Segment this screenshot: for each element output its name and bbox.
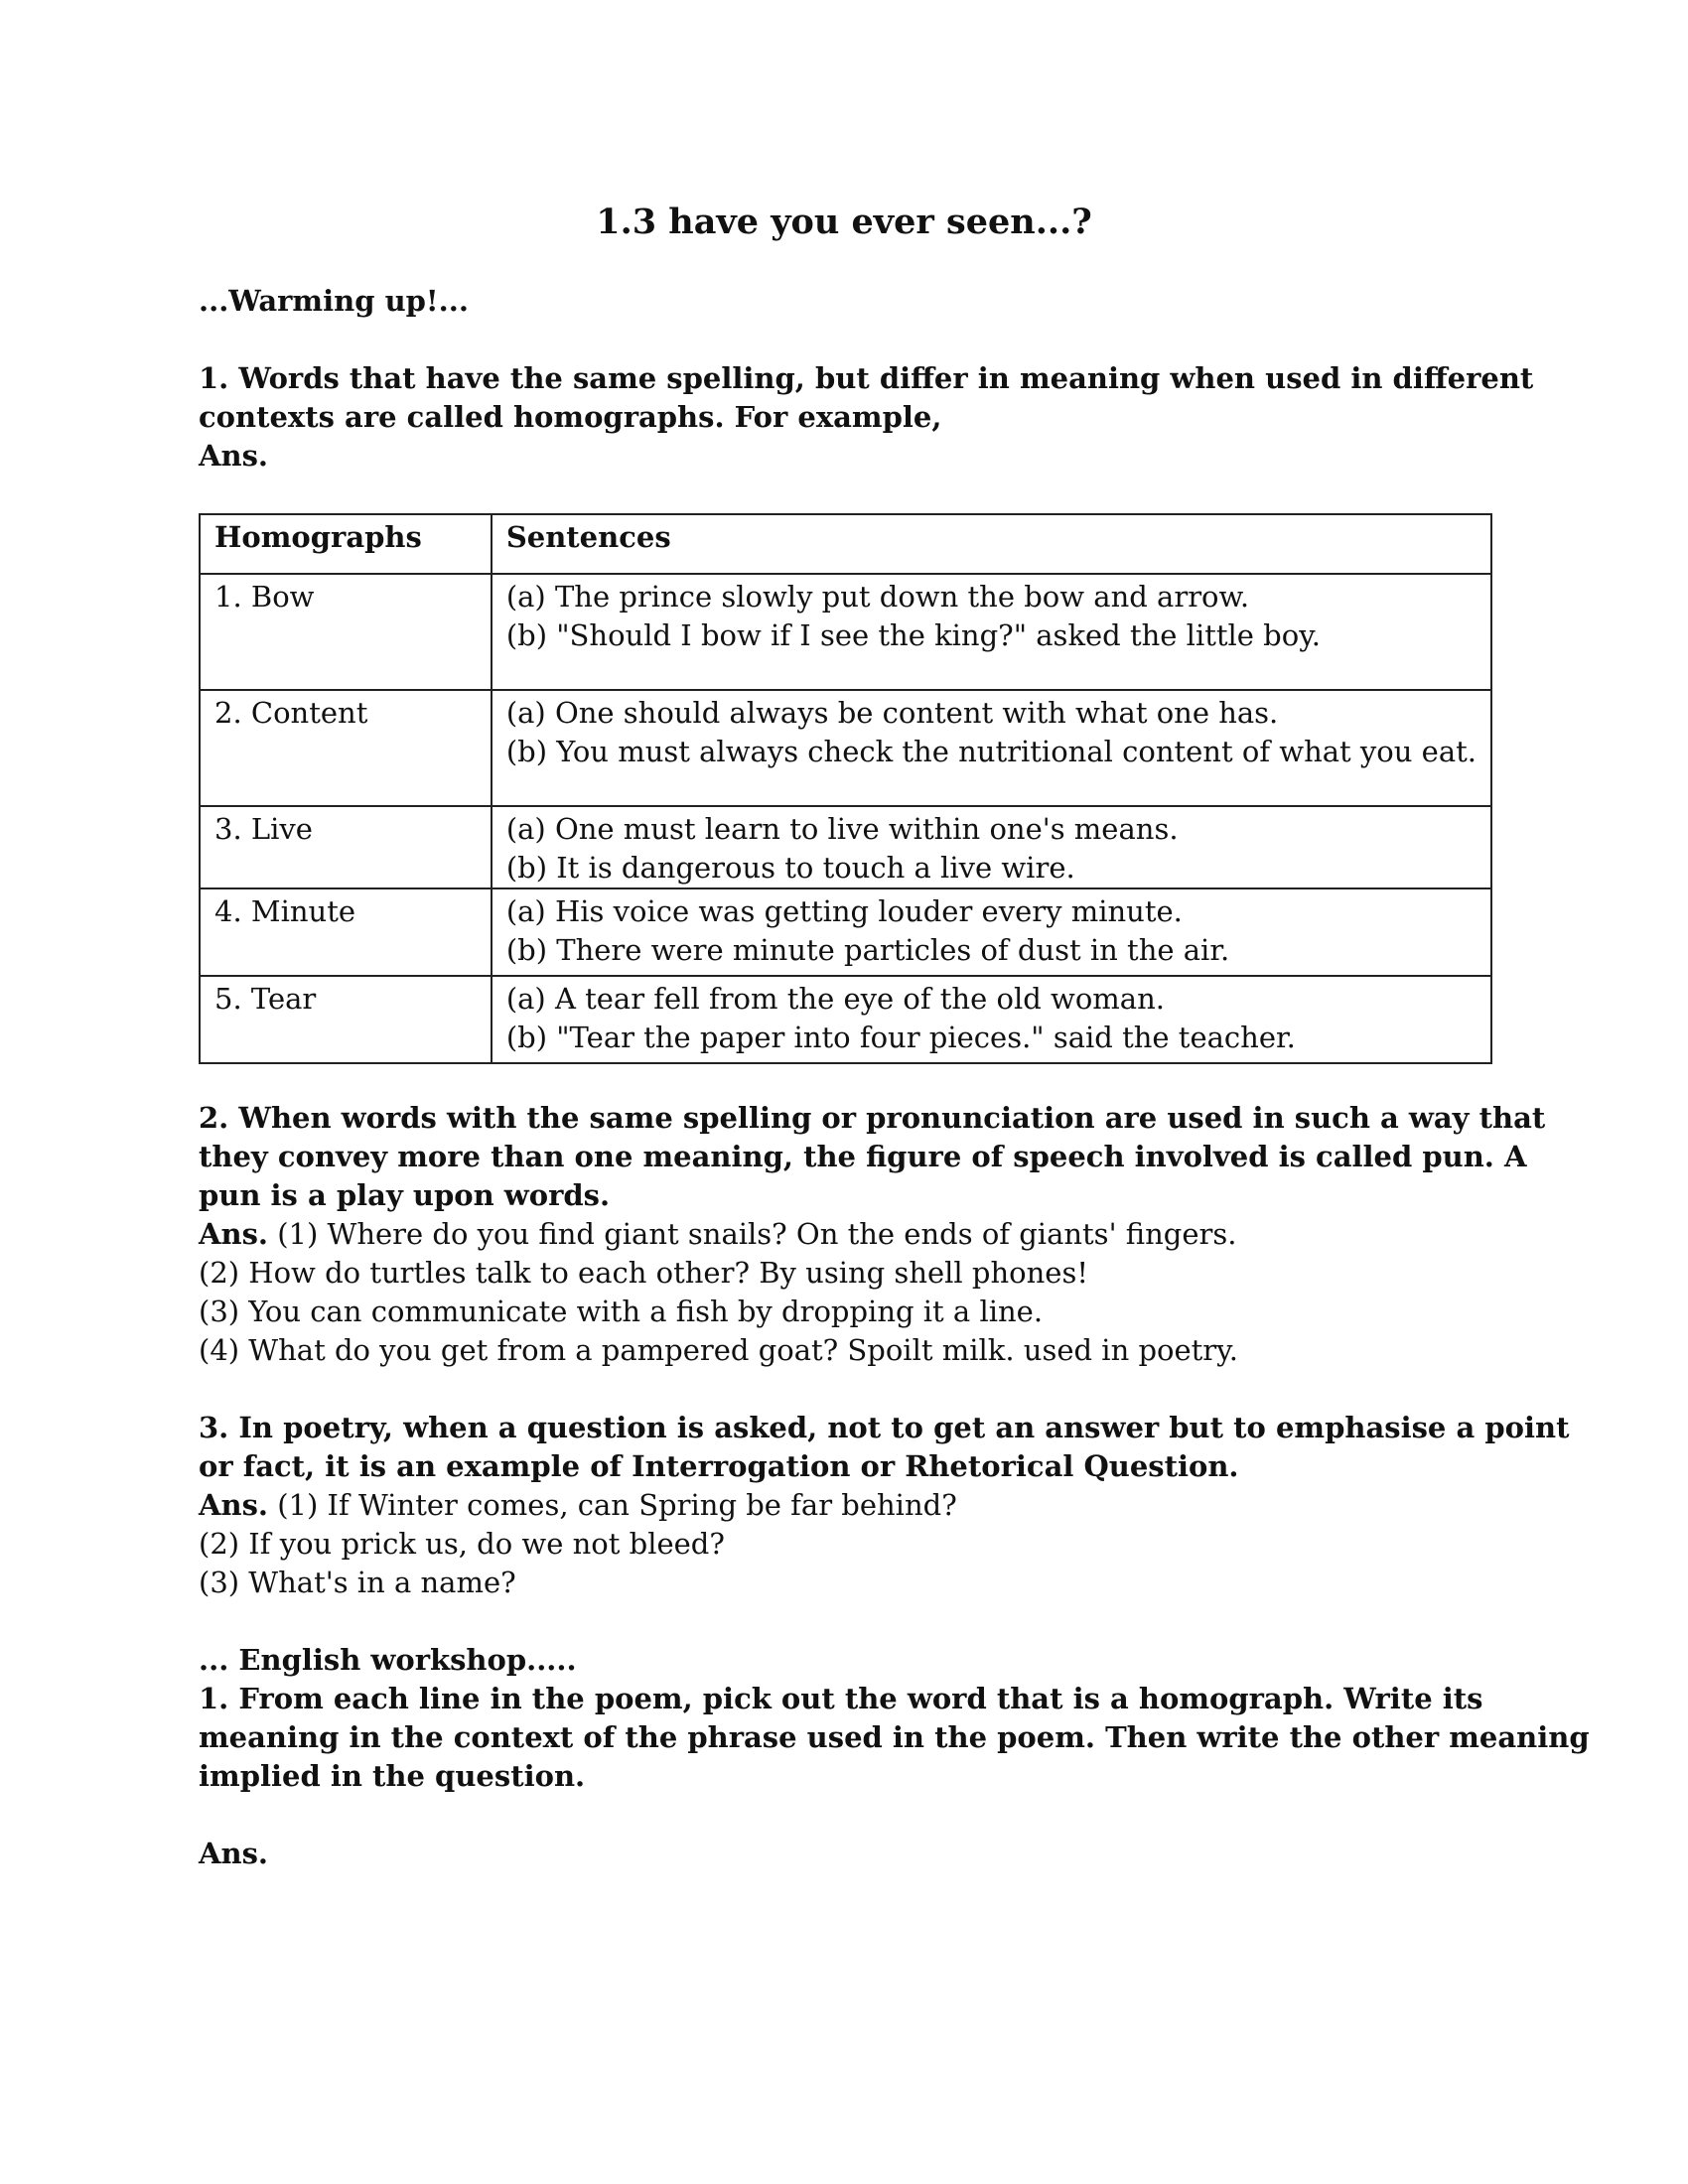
homograph-word: 4. Minute [200, 888, 492, 976]
q1-line-1: 1. Words that have the same spelling, but differ in meaning when used in different [199, 361, 1534, 395]
sentence-a: (a) One should always be content with what one has. [505, 696, 1279, 730]
q2-answer-2: (2) How do turtles talk to each other? By using shell phones! [199, 1256, 1088, 1290]
sentence-b: (b) It is dangerous to touch a live wire. [505, 851, 1075, 885]
q2-line-2: they convey more than one meaning, the figure of speech involved is called pun. A [199, 1140, 1527, 1173]
q3-answer-1 [199, 1486, 957, 1525]
sentences-cell [492, 574, 1491, 690]
q2-answer-text: (1) Where do you find giant snails? On the ends of giants' fingers. [268, 1217, 1237, 1251]
table-row [200, 888, 1491, 976]
sentences-cell [492, 888, 1491, 976]
q3-ans-label: Ans. [199, 1488, 269, 1522]
homograph-word: 3. Live [200, 806, 492, 888]
q1-ans-label: Ans. [199, 439, 269, 473]
homograph-word: 1. Bow [200, 574, 492, 690]
workshop-q1-line-3: implied in the question. [199, 1759, 586, 1793]
workshop-q1-line-1: 1. From each line in the poem, pick out the word that is a homograph. Write its [199, 1682, 1483, 1715]
header-sentences: Sentences [492, 514, 1491, 574]
sentence-b: (b) "Should I bow if I see the king?" asked the little boy. [505, 618, 1321, 652]
q3-answer-3: (3) What's in a name? [199, 1566, 516, 1599]
q3-line-2: or fact, it is an example of Interrogation or Rhetorical Question. [199, 1449, 1239, 1483]
sentence-b: (b) "Tear the paper into four pieces." said the teacher. [505, 1021, 1296, 1054]
sentence-b: (b) You must always check the nutritional content of what you eat. [505, 735, 1477, 768]
sentences-cell [492, 806, 1491, 888]
workshop-heading: ... English workshop..... [199, 1643, 577, 1677]
header-homographs: Homographs [200, 514, 492, 574]
table-header-row [200, 514, 1491, 574]
table-row [200, 806, 1491, 888]
q3-line-1: 3. In poetry, when a question is asked, not to get an answer but to emphasise a point [199, 1411, 1570, 1444]
homograph-word: 5. Tear [200, 976, 492, 1063]
homograph-word: 2. Content [200, 690, 492, 806]
workshop-q1-line-2: meaning in the context of the phrase used in the poem. Then write the other meaning [199, 1720, 1590, 1754]
sentences-cell [492, 690, 1491, 806]
q2-answer-1 [199, 1215, 1236, 1254]
sentence-a: (a) One must learn to live within one's means. [505, 812, 1179, 846]
q2-line-1: 2. When words with the same spelling or pronunciation are used in such a way that [199, 1101, 1546, 1135]
q1-line-2: contexts are called homographs. For example, [199, 400, 942, 434]
warmup-heading: ...Warming up!... [199, 284, 469, 318]
sentence-a: (a) His voice was getting louder every minute. [505, 894, 1183, 928]
q2-line-3: pun is a play upon words. [199, 1178, 611, 1212]
sentence-a: (a) The prince slowly put down the bow and arrow. [505, 580, 1250, 614]
sentence-a: (a) A tear fell from the eye of the old woman. [505, 982, 1165, 1016]
table-row [200, 574, 1491, 690]
sentences-cell [492, 976, 1491, 1063]
table-row [200, 976, 1491, 1063]
q2-answer-3: (3) You can communicate with a fish by dropping it a line. [199, 1295, 1044, 1328]
q2-ans-label: Ans. [199, 1217, 269, 1251]
q3-answer-text: (1) If Winter comes, can Spring be far behind? [268, 1488, 957, 1522]
table-row [200, 690, 1491, 806]
q3-answer-2: (2) If you prick us, do we not bleed? [199, 1527, 725, 1561]
page-title: 1.3 have you ever seen...? [596, 202, 1092, 242]
sentence-b: (b) There were minute particles of dust in the air. [505, 933, 1230, 967]
homographs-table [199, 513, 1492, 1064]
workshop-ans-label: Ans. [199, 1837, 269, 1870]
q2-answer-4: (4) What do you get from a pampered goat? Spoilt milk. used in poetry. [199, 1333, 1238, 1367]
